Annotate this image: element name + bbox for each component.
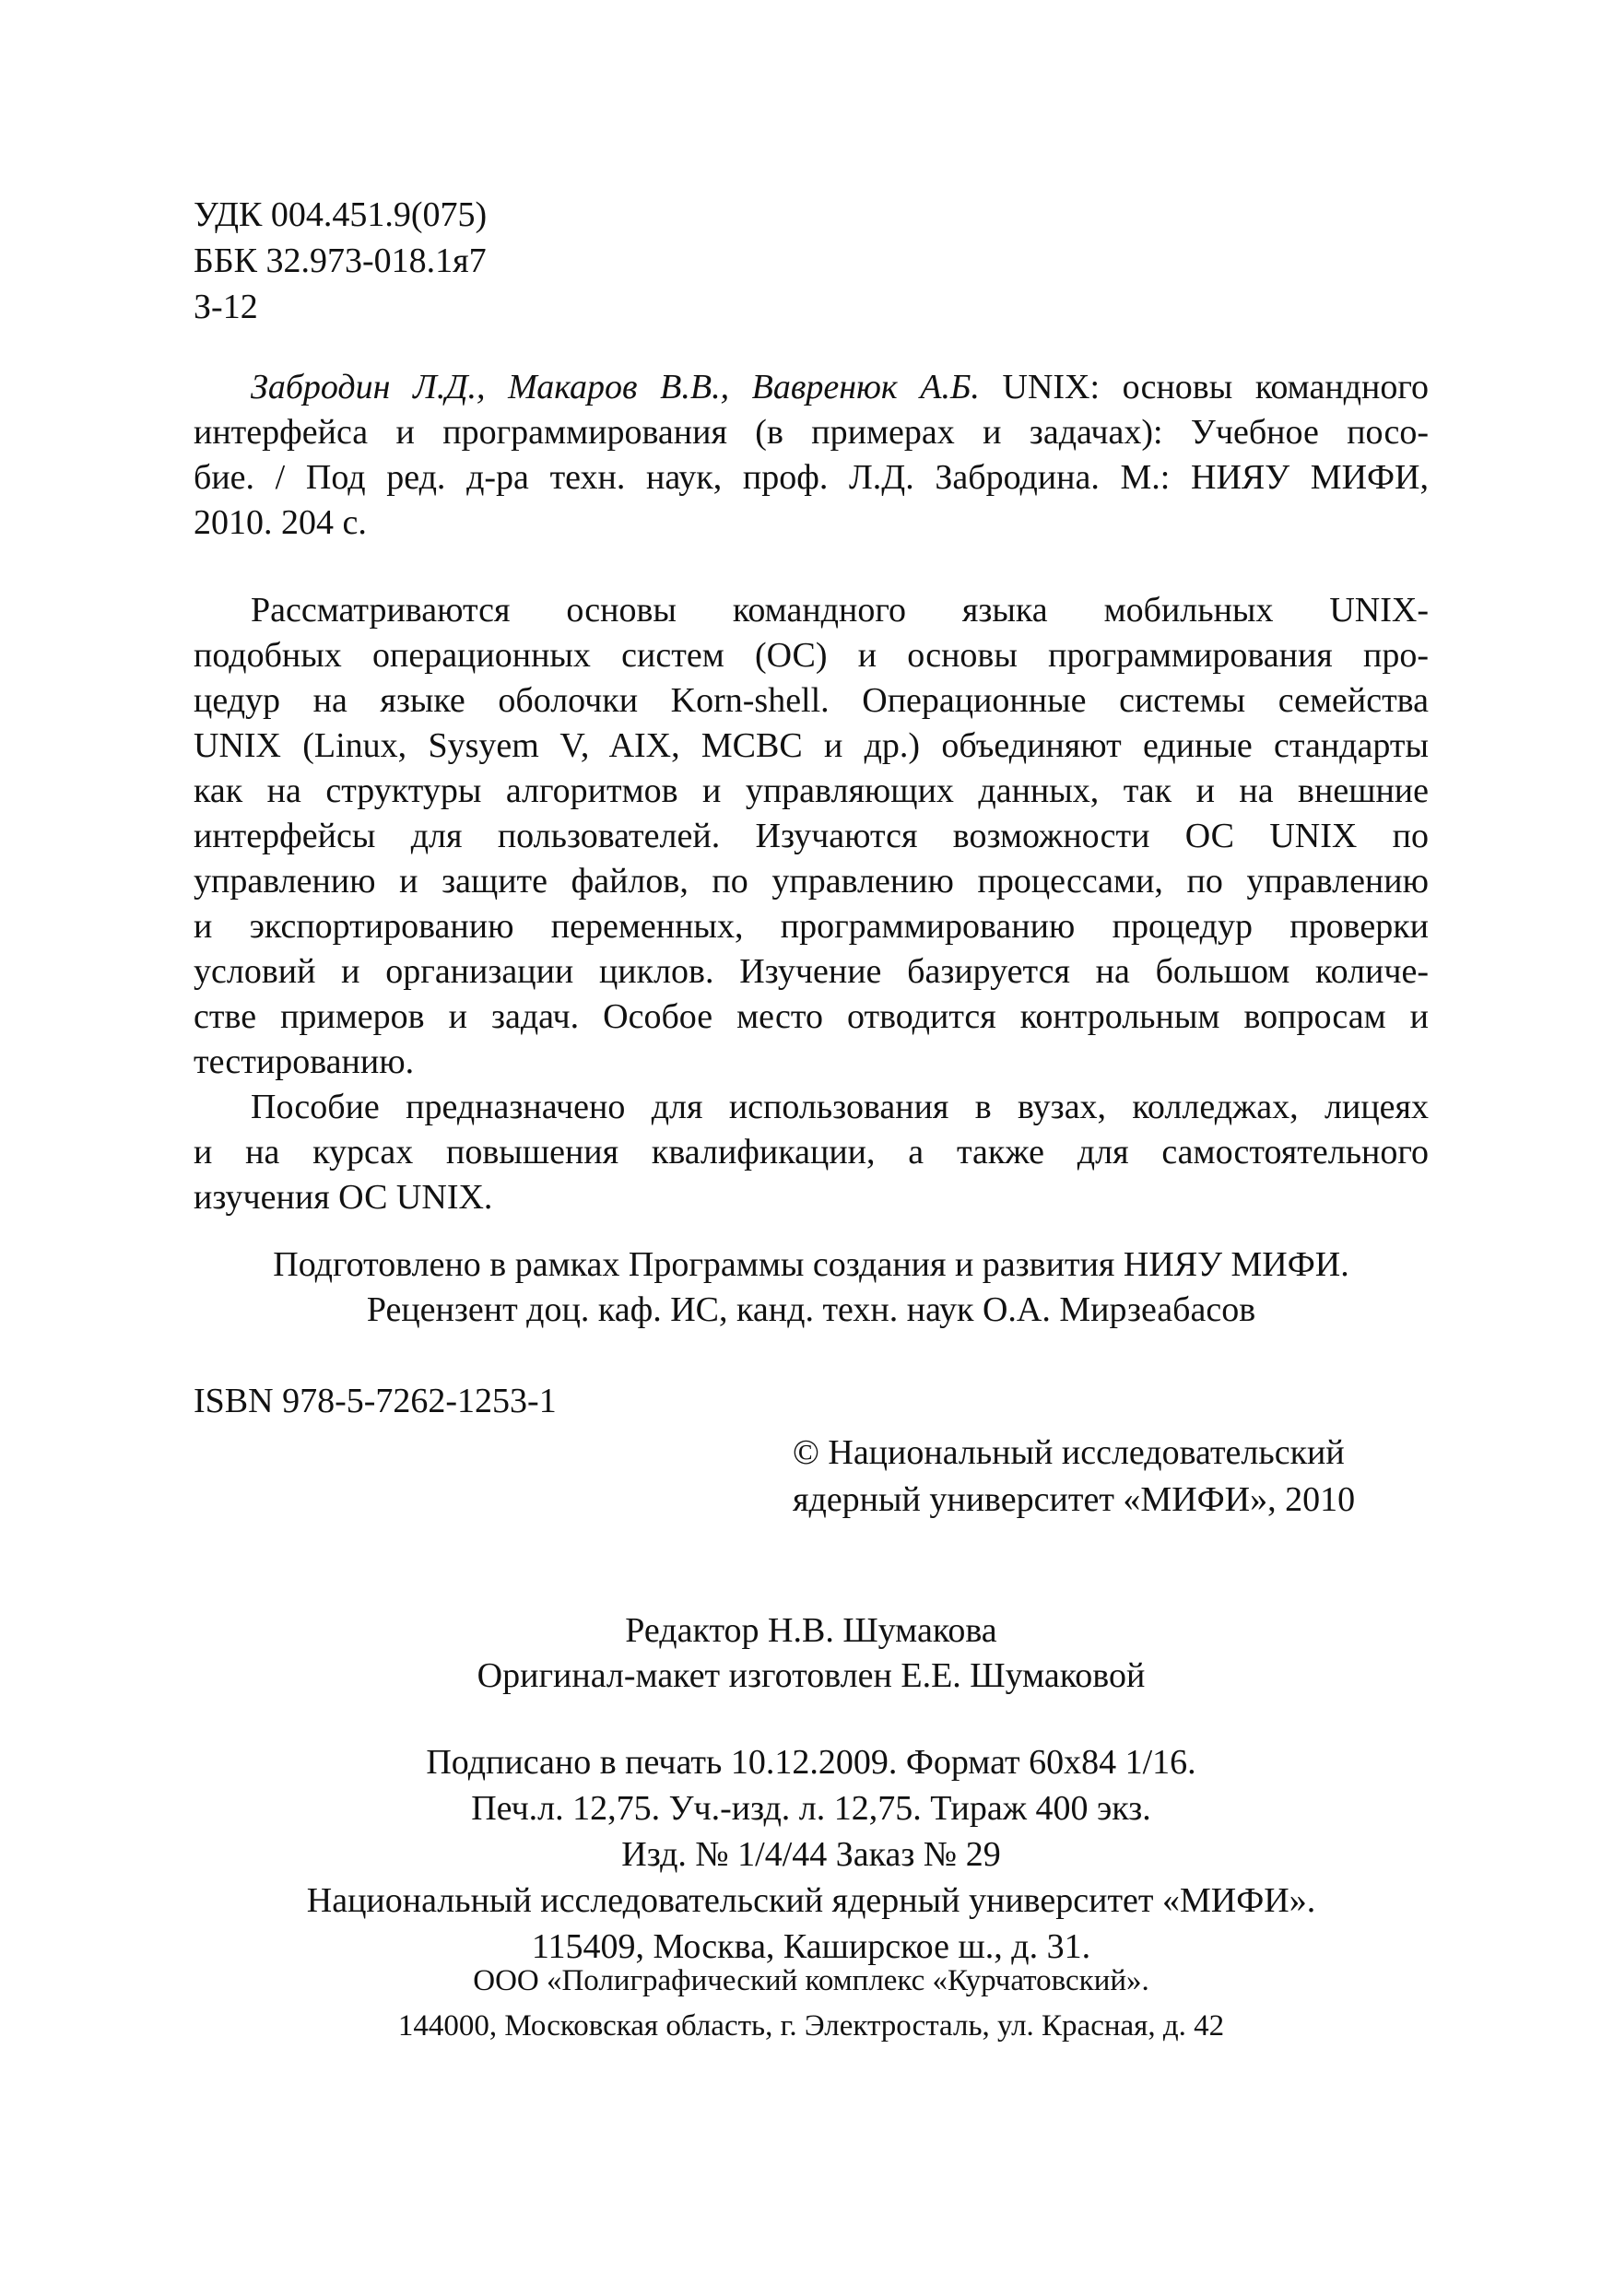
prepared-note: [194, 1242, 1429, 1333]
abstract: [194, 588, 1429, 1220]
book-title-start: UNIX: основы командного: [979, 368, 1429, 406]
order-number: Изд. № 1/4/44 Заказ № 29: [621, 1835, 1001, 1874]
bbk-code: ББК 32.973-018.1я7: [194, 241, 487, 280]
printer-address: 144000, Московская область, г. Электросталь, ул. Красная, д. 42: [397, 2009, 1225, 2043]
abstract-line: подобных операционных систем (ОС) и основы программирования про-: [194, 636, 1429, 675]
abstract-line: интерфейсы для пользователей. Изучаются возможности ОС UNIX по: [194, 817, 1429, 855]
biblio-line-1: [194, 365, 1429, 410]
copyright-line-2: ядерный университет «МИФИ», 2010: [793, 1480, 1356, 1519]
publisher: Национальный исследовательский ядерный университет «МИФИ».: [306, 1881, 1316, 1920]
imprint: [194, 1739, 1429, 1970]
reviewer: Рецензент доц. каф. ИС, канд. техн. наук О.А. Мирзеабасов: [366, 1290, 1256, 1329]
printer: [194, 1959, 1429, 2049]
editors: [194, 1608, 1429, 1699]
biblio-line-2: интерфейса и программирования (в примерах и задачах): Учебное посо-: [194, 413, 1429, 452]
abstract-line: управлению и защите файлов, по управлению процессами, по управлению: [194, 862, 1429, 901]
bibliographic-description: [194, 365, 1429, 546]
classification-codes: [194, 192, 1429, 330]
printer-name: ООО «Полиграфический комплекс «Курчатовский».: [473, 1964, 1149, 1997]
abstract-line: условий и организации циклов. Изучение базируется на большом количе-: [194, 952, 1429, 991]
abstract-line: как на структуры алгоритмов и управляющих данных, так и на внешние: [194, 771, 1429, 810]
publisher-address: 115409, Москва, Каширское ш., д. 31.: [531, 1927, 1091, 1966]
udk-code: УДК 004.451.9(075): [194, 195, 488, 234]
author-mark: З-12: [194, 288, 258, 326]
abstract-line: тестированию.: [194, 1042, 415, 1081]
abstract-line: Рассматриваются основы командного языка мобильных UNIX-: [251, 591, 1429, 630]
copyright: [793, 1430, 1355, 1524]
editor: Редактор Н.В. Шумакова: [625, 1611, 997, 1650]
abstract-line: UNIX (Linux, Sysyem V, AIX, МСВС и др.) объединяют единые стандарты: [194, 726, 1429, 765]
copyright-line-1: © Национальный исследовательский: [793, 1433, 1345, 1472]
biblio-line-3: бие. / Под ред. д-ра техн. наук, проф. Л.Д. Забродина. М.: НИЯУ МИФИ,: [194, 458, 1429, 497]
abstract-line: цедур на языке оболочки Korn-shell. Операционные системы семейства: [194, 681, 1429, 720]
layout-author: Оригинал-макет изготовлен Е.Е. Шумаковой: [477, 1656, 1146, 1695]
prepared-program: Подготовлено в рамках Программы создания и развития НИЯУ МИФИ.: [273, 1245, 1349, 1284]
signed-to-print: Подписано в печать 10.12.2009. Формат 60х84 1/16.: [426, 1743, 1196, 1782]
biblio-line-4: 2010. 204 с.: [194, 503, 367, 542]
print-sheets: Печ.л. 12,75. Уч.-изд. л. 12,75. Тираж 400 экз.: [471, 1789, 1151, 1828]
isbn: ISBN 978-5-7262-1253-1: [194, 1382, 557, 1420]
authors: Забродин Л.Д., Макаров В.В., Вавренюк А.Б.: [251, 368, 980, 406]
abstract-line: Пособие предназначено для использования в вузах, колледжах, лицеях: [251, 1088, 1429, 1126]
abstract-line: и на курсах повышения квалификации, а также для самостоятельного: [194, 1133, 1429, 1172]
abstract-line: стве примеров и задач. Особое место отводится контрольным вопросам и: [194, 997, 1429, 1036]
abstract-line: и экспортированию переменных, программированию процедур проверки: [194, 907, 1429, 946]
abstract-line: изучения ОС UNIX.: [194, 1178, 493, 1217]
